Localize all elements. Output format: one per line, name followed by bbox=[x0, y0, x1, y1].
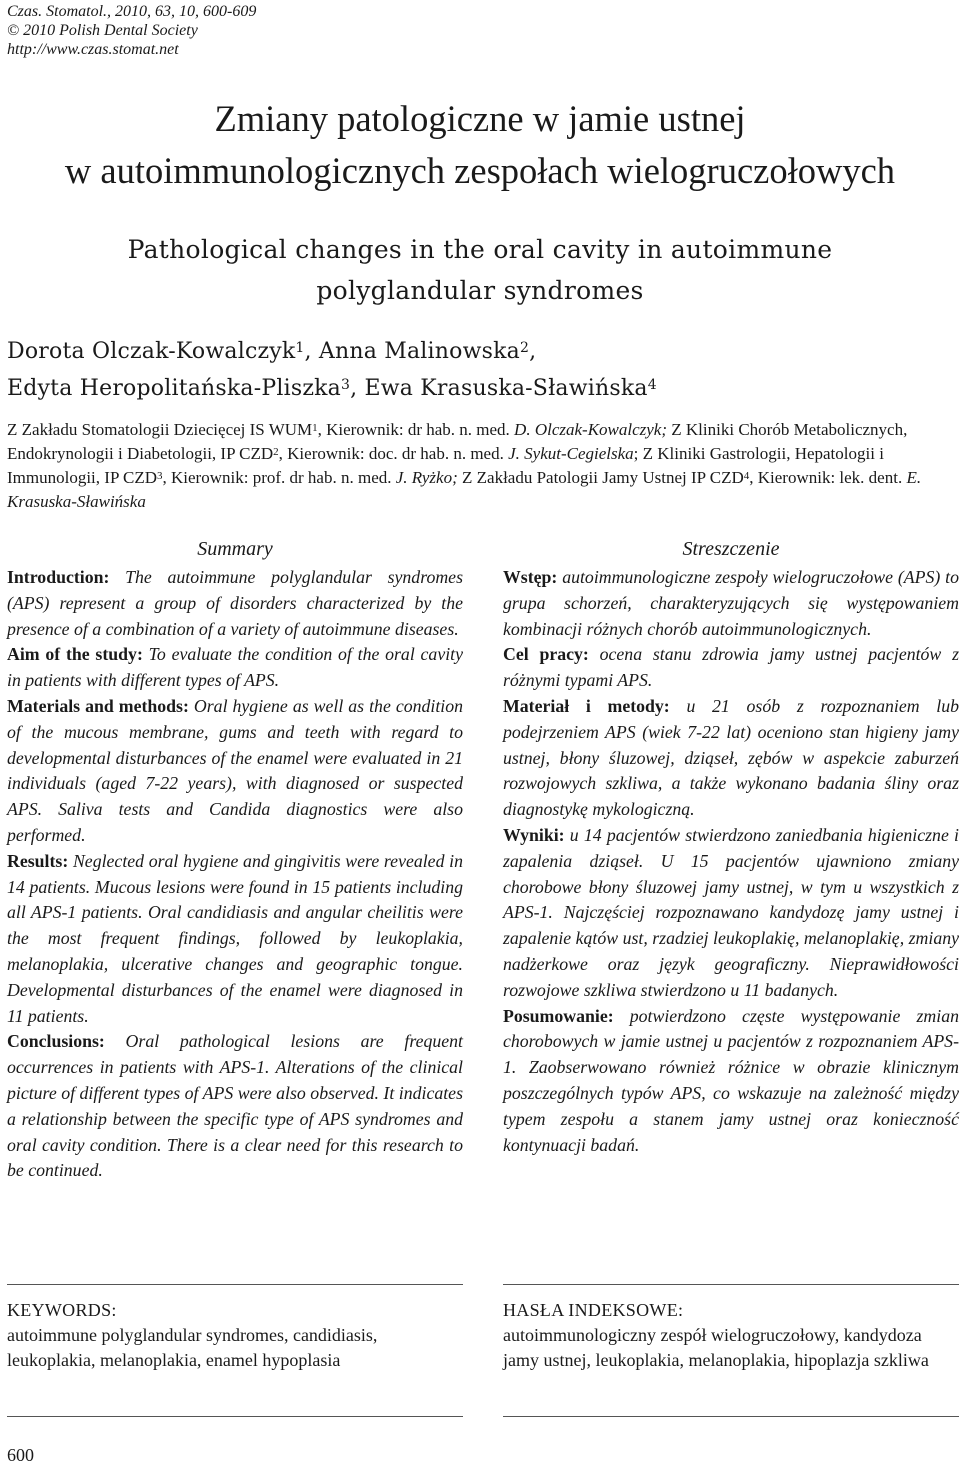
streszczenie-introduction bbox=[503, 565, 959, 642]
section-label: Aim of the study: bbox=[7, 644, 143, 665]
affiliation-text: Z Zakładu Patologii Jamy Ustnej IP CZD bbox=[457, 468, 744, 487]
affiliation-text: , Kierownik: dr hab. n. med. bbox=[317, 420, 515, 439]
section-label: Wstęp: bbox=[503, 567, 558, 587]
streszczenie-conclusions bbox=[503, 1004, 959, 1159]
section-label: Wyniki: bbox=[503, 824, 565, 845]
summary-conclusions bbox=[7, 1029, 463, 1184]
section-text: Oral pathological lesions are frequent occurrences in patients with APS-1. Alterations of the clinical picture of different types of APS were also observed. It indicates a relationship between the specific type of APS syndromes and oral cavity condition. There is a clear need for this research to be continued. bbox=[7, 1031, 463, 1181]
keywords-text: autoimmune polyglandular syndromes, candidiasis, leukoplakia, melanoplakia, enamel hypoplasia bbox=[7, 1325, 378, 1370]
author-affiliation-mark: 4 bbox=[647, 377, 657, 393]
author-affiliation-mark: 3 bbox=[341, 377, 351, 393]
summary-heading: Summary bbox=[197, 538, 273, 560]
author-line-1 bbox=[7, 333, 657, 370]
summary-column bbox=[7, 536, 463, 1184]
keywords-english bbox=[7, 1298, 463, 1373]
section-text: Oral hygiene as well as the condition of the mucous membrane, gums and teeth with regard to developmental disturbances of the enamel were evaluated in 21 individuals (aged 7-22 years), with diagnosed or suspected APS. Saliva tests and Candida diagnostics were also performed. bbox=[7, 695, 464, 845]
section-text: autoimmunologiczne zespoły wielogruczołowe (APS) to grupa schorzeń, charakteryzujących się występowaniem kombinacji różnych chorób autoimmunologicznych. bbox=[503, 567, 959, 639]
section-text: ocena stanu zdrowia jamy ustnej pacjentów z różnymi typami APS. bbox=[503, 644, 959, 691]
section-label: Introduction: bbox=[7, 567, 110, 587]
affiliations bbox=[7, 418, 955, 514]
section-label: Materials and methods: bbox=[7, 695, 189, 716]
author-name: Dorota Olczak-Kowalczyk bbox=[7, 339, 296, 364]
streszczenie-column bbox=[503, 536, 959, 1158]
title-english-line-1: Pathological changes in the oral cavity in autoimmune bbox=[127, 235, 833, 264]
section-label: Conclusions: bbox=[7, 1031, 105, 1052]
affiliation-text: Z Kliniki Chorób Metabolicznych, Endokrynologii i Diabetologii, IP CZD bbox=[7, 420, 908, 463]
author-separator: , bbox=[529, 339, 537, 364]
section-text: Neglected oral hygiene and gingivitis were revealed in 14 patients. Mucous lesions were found in 15 patients including all APS-1 patients. Oral candidiasis and angular cheilitis were the most frequent findings, followed by leukoplakia, melanoplakia, ulcerative changes and geographic tongue. Developmental disturbances of the enamel were diagnosed in 11 patients. bbox=[7, 850, 463, 1026]
section-label: Materiał i metody: bbox=[503, 695, 670, 716]
page-number: 600 bbox=[7, 1445, 34, 1465]
author-name: , Anna Malinowska bbox=[304, 339, 520, 364]
journal-citation: Czas. Stomatol., 2010, 63, 10, 600-609 bbox=[7, 3, 257, 20]
affiliation-mark: 4 bbox=[743, 470, 750, 482]
hasla-title: HASŁA INDEKSOWE: bbox=[503, 1300, 684, 1320]
journal-url: http://www.czas.stomat.net bbox=[7, 41, 179, 58]
streszczenie-methods bbox=[503, 694, 959, 823]
summary-aim bbox=[7, 642, 463, 694]
summary-results bbox=[7, 849, 463, 1030]
keywords-divider-bottom bbox=[7, 1416, 463, 1417]
affiliation-text: , Kierownik: lek. dent. bbox=[749, 468, 907, 487]
streszczenie-aim bbox=[503, 642, 959, 694]
affiliation-head-name: E. Krasuska-Sławińska bbox=[7, 468, 922, 511]
summary-methods bbox=[7, 694, 463, 849]
author-affiliation-mark: 2 bbox=[519, 340, 530, 356]
streszczenie-results bbox=[503, 823, 959, 1004]
title-polish bbox=[0, 93, 960, 197]
keywords-title: KEYWORDS: bbox=[7, 1300, 117, 1320]
journal-header bbox=[7, 2, 256, 59]
section-text: The autoimmune polyglandular syndromes (APS) represent a group of disorders characterized by the presence of a combination of a variety of autoimmune diseases. bbox=[7, 567, 463, 639]
affiliation-head-name: D. Olczak-Kowalczyk; bbox=[514, 420, 668, 439]
title-english-line-2: polyglandular syndromes bbox=[316, 276, 644, 305]
keywords-divider-top bbox=[7, 1284, 463, 1285]
affiliation-text: Z Zakładu Stomatologii Dziecięcej IS WUM bbox=[7, 420, 313, 439]
affiliation-text: , Kierownik: doc. dr hab. n. med. bbox=[278, 444, 509, 463]
affiliation-mark: 1 bbox=[312, 422, 318, 434]
section-text: u 21 osób z rozpoznaniem lub podejrzeniem APS (wiek 7-22 lat) oceniono stan higieny jamy ustnej, błony śluzowej, dziąseł, zębów w aspekcie zaburzeń rozwojowych szkliwa, a także wykonano badania śliny oraz diagnostykę mykologiczną. bbox=[503, 695, 959, 820]
title-polish-line-1: Zmiany patologiczne w jamie ustnej bbox=[214, 98, 746, 139]
hasla-text: autoimmunologiczny zespół wielogruczołowy, kandydoza jamy ustnej, leukoplakia, melanoplakia, hipoplazja szkliwa bbox=[503, 1325, 929, 1370]
author-list bbox=[7, 333, 657, 407]
author-affiliation-mark: 1 bbox=[295, 340, 305, 356]
section-label: Posumowanie: bbox=[503, 1005, 614, 1026]
journal-copyright: © 2010 Polish Dental Society bbox=[7, 22, 198, 39]
keywords-polish bbox=[503, 1298, 959, 1373]
affiliation-text: ; Z Kliniki Gastrologii, Hepatologii i Immunologii, IP CZD bbox=[7, 444, 884, 487]
hasla-divider-bottom bbox=[503, 1416, 959, 1417]
section-text: To evaluate the condition of the oral cavity in patients with different types of APS. bbox=[7, 644, 463, 691]
hasla-divider-top bbox=[503, 1284, 959, 1285]
streszczenie-heading: Streszczenie bbox=[682, 538, 780, 560]
author-name: , Ewa Krasuska-Sławińska bbox=[350, 376, 648, 401]
section-label: Results: bbox=[7, 850, 69, 871]
section-text: u 14 pacjentów stwierdzono zaniedbania higieniczne i zapalenia dziąseł. U 15 pacjentów ujawniono zmiany chorobowe błony śluzowej jamy ustnej, w tym u wszystkich z APS-1. Najczęściej rozpoznawano kandydozę jamy ustnej i zapalenie kątów ust, rzadziej leukoplakię, melanoplakię, zmiany nadżerkowe oraz język geograficzny. Nieprawidłowości rozwojowe szkliwa stwierdzono u 11 badanych. bbox=[503, 824, 959, 1000]
affiliation-head-name: J. Ryżko; bbox=[395, 468, 458, 487]
affiliation-head-name: J. Sykut-Cegielska bbox=[508, 444, 634, 463]
title-polish-line-2: w autoimmunologicznych zespołach wielogruczołowych bbox=[64, 150, 896, 191]
title-english bbox=[0, 229, 960, 311]
summary-introduction bbox=[7, 565, 463, 642]
section-label: Cel pracy: bbox=[503, 644, 589, 665]
author-name: Edyta Heropolitańska-Pliszka bbox=[7, 376, 341, 401]
affiliation-mark: 3 bbox=[157, 470, 163, 482]
section-text: potwierdzono częste występowanie zmian chorobowych w jamie ustnej u pacjentów z rozpoznaniem APS-1. Zaobserwowano również różnice w obrazie klinicznym poszczególnych typów APS, co wskazuje na zależność między typem zespołu a stanem jamy ustnej oraz konieczność kontynuacji badań. bbox=[503, 1005, 959, 1155]
affiliation-text: , Kierownik: prof. dr hab. n. med. bbox=[162, 468, 396, 487]
affiliation-mark: 2 bbox=[273, 446, 279, 458]
author-line-2 bbox=[7, 370, 657, 407]
